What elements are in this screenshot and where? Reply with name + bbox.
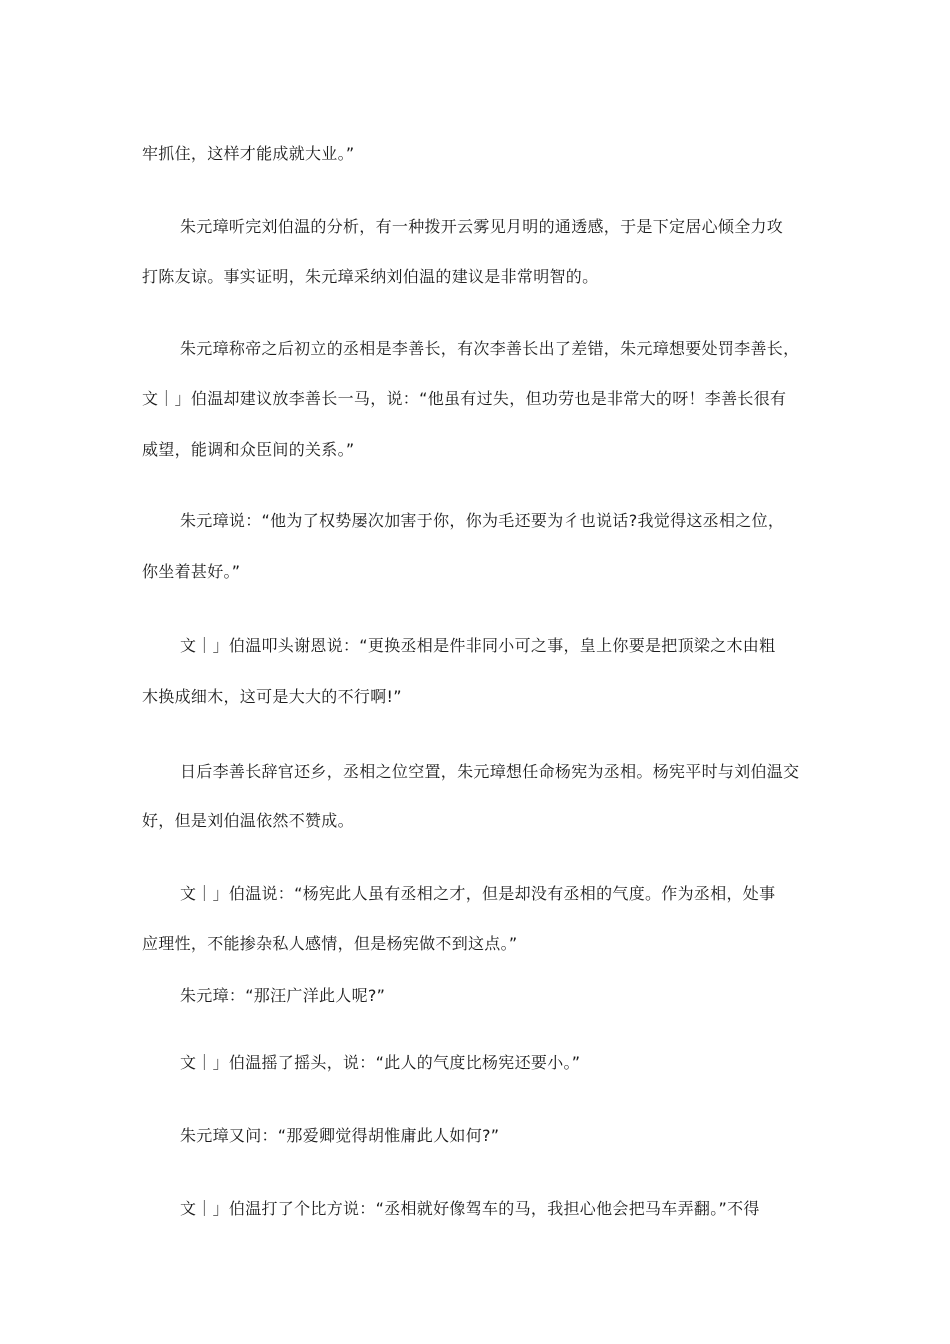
text-line: 朱元璋称帝之后初立的丞相是李善长，有次李善长出了差错，朱元璋想要处罚李善长， bbox=[180, 339, 800, 358]
text-line: 文｜」伯温却建议放李善长一马，说：“他虽有过失，但功劳也是非常大的呀！李善长很有 bbox=[142, 389, 787, 408]
text-line: 日后李善长辞官还乡，丞相之位空置，朱元璋想任命杨宪为丞相。杨宪平时与刘伯温交 bbox=[180, 762, 800, 781]
text-line: 文｜」伯温叩头谢恩说：“更换丞相是件非同小可之事，皇上你要是把顶梁之木由粗 bbox=[180, 636, 776, 655]
text-line: 应理性，不能掺杂私人感情，但是杨宪做不到这点。” bbox=[142, 934, 518, 953]
text-line: 威望，能调和众臣间的关系。” bbox=[142, 440, 355, 459]
text-line: 朱元璋又问：“那爱卿觉得胡惟庸此人如何?” bbox=[180, 1126, 500, 1145]
text-line: 你坐着甚好。” bbox=[142, 562, 241, 581]
text-line: 打陈友谅。事实证明，朱元璋采纳刘伯温的建议是非常明智的。 bbox=[142, 267, 599, 286]
text-line: 牢抓住，这样才能成就大业。” bbox=[142, 144, 355, 163]
text-line: 文｜」伯温摇了摇头，说：“此人的气度比杨宪还要小。” bbox=[180, 1053, 581, 1072]
text-line: 朱元璋听完刘伯温的分析，有一种拨开云雾见月明的通透感，于是下定居心倾全力攻 bbox=[180, 217, 784, 236]
text-line: 朱元璋说：“他为了权势屡次加害于你，你为毛还要为彳也说话?我觉得这丞相之位， bbox=[180, 511, 785, 530]
text-line: 木换成细木，这可是大大的不行啊!” bbox=[142, 687, 402, 706]
text-line: 朱元璋：“那汪广洋此人呢?” bbox=[180, 986, 386, 1005]
text-line: 文｜」伯温打了个比方说：“丞相就好像驾车的马，我担心他会把马车弄翻。”不得 bbox=[180, 1199, 760, 1218]
text-line: 好，但是刘伯温依然不赞成。 bbox=[142, 811, 354, 830]
text-line: 文｜」伯温说：“杨宪此人虽有丞相之才，但是却没有丞相的气度。作为丞相，处事 bbox=[180, 884, 776, 903]
